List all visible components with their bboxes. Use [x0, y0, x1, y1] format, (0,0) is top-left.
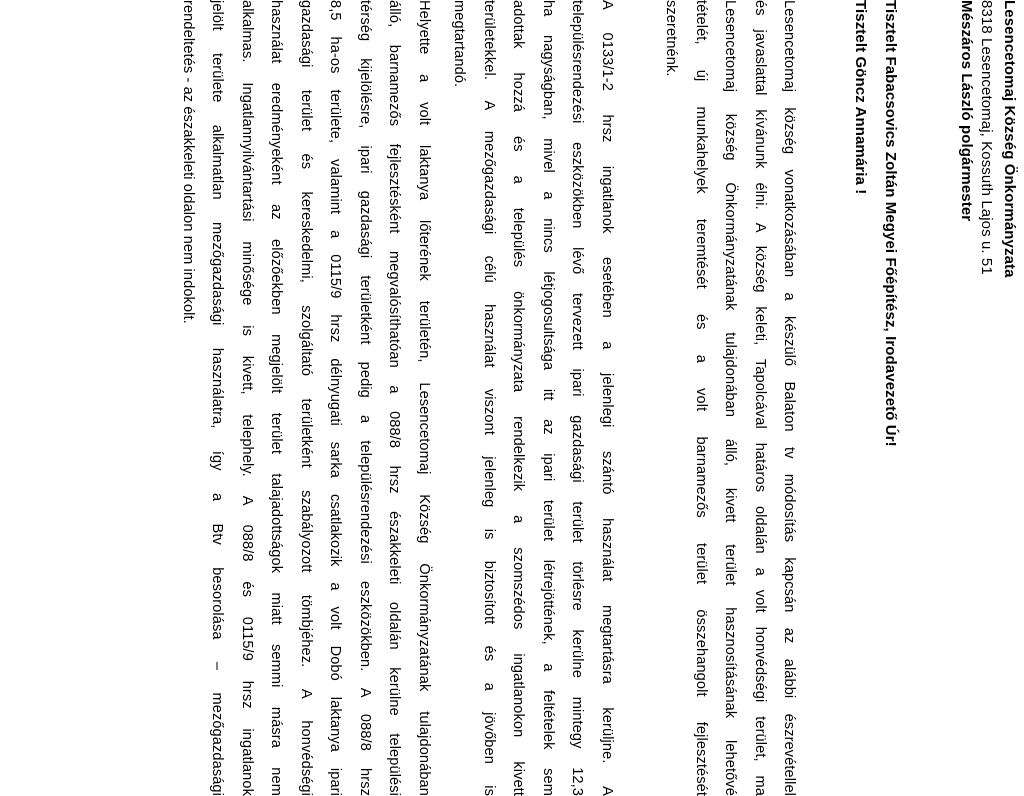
paragraph-1-line-4: tételét, új munkahelyek teremtését és a volt barnamezős terület összehangolt fejlesztését — [693, 0, 709, 796]
paragraph-2-line-1: A 0133/1-2 hrsz ingatlanok esetében a jelenlegi szántó használat megtartásra kerüljne. A — [599, 0, 615, 796]
paragraph-3-line-4: 8,5 ha-os területe, valamint a 0115/9 hrsz délnyugati sarka csatlakozik a volt Dobó laktanya ipari — [327, 0, 343, 796]
paragraph-3-line-9: rendeltetés - az északkeleti oldalon nem indokolt. — [180, 0, 196, 324]
paragraph-2-line-5: területekkel. A mezőgazdasági célú használat viszont jelenleg is biztosított és a jövőben is — [481, 0, 497, 796]
paragraph-2-line-4: adottak hozzá és a település önkormányzata rendelkezik a szomszédos ingatlanokon kivett — [510, 0, 526, 796]
paragraph-1-line-3: Lesencetomaj község Önkormányzatának tulajdonában álló, kivett terület hasznosításának lehetővé — [722, 0, 738, 796]
paragraph-3-line-5: gazdasági terület és kereskedelmi, szolgáltató területként szabályozott tömbjéhez. A honvédségi — [298, 0, 314, 796]
salutation-line-2: Tisztelt Göncz Annamária ! — [852, 0, 869, 195]
paragraph-2-line-6: megtartandó. — [451, 0, 467, 88]
paragraph-3-line-6: használat eredményeként az előzőekben megjelölt terület talajadottságok miatt semmi másra nem — [268, 0, 284, 796]
paragraph-2-line-2: településrendezési eszközökben lévő tervezett ipari gazdasági terület törlésre kerülne mintegy 12,3 — [569, 0, 585, 796]
paragraph-3-line-3: térség kijelölésre, ipari gazdasági területként pedig a településrendezési eszközökben. A 088/8 hrsz — [357, 0, 373, 796]
paragraph-3-line-7: alkalmas. Ingatlannyilvántartási minősége is kivett, telephely. A 088/8 és 0115/9 hrsz ingatlanok — [239, 0, 255, 796]
paragraph-3-line-8: jelölt területe alkalmatlan mezőgazdasági használatra, így a Btv besorolása – mezőgazdasági — [209, 0, 225, 796]
header-mayor: Mészáros László polgármester — [958, 0, 975, 222]
header-org-name: Lesencetomaj Község Önkormányzata — [1001, 0, 1018, 278]
salutation-line-1: Tisztelt Fabacsovics Zoltán Megyei Főépítész, Irodavezető Úr! — [882, 0, 899, 447]
paragraph-2-line-3: ha nagyságban, mivel a nincs létjogosultsága itt az ipari terület létrejöttének, a feltételek sem — [540, 0, 556, 796]
header-address: 8318 Lesencetomaj, Kossuth Lajos u. 51 — [978, 0, 995, 275]
paragraph-1-line-2: és javaslattal kívánunk élni. A község keleti, Tapolcával határos oldalán a volt honvédségi terület, ma — [752, 0, 768, 796]
paragraph-3-line-2: álló, barnamezős fejlesztésként megvalósíthatóan a 088/8 hrsz északkeleti oldalán kerülne települési — [386, 0, 402, 796]
paragraph-3-line-1: Helyette a volt laktanya lőterének területén, Lesencetomaj Község Önkormányzatának tulajdonában — [416, 0, 432, 796]
paragraph-1-line-5: szeretnénk. — [663, 0, 679, 77]
paragraph-1-line-1: Lesencetomaj község vonatkozásában a készülő Balaton tv módosítás kapcsán az alábbi észrevétellel — [781, 0, 797, 796]
